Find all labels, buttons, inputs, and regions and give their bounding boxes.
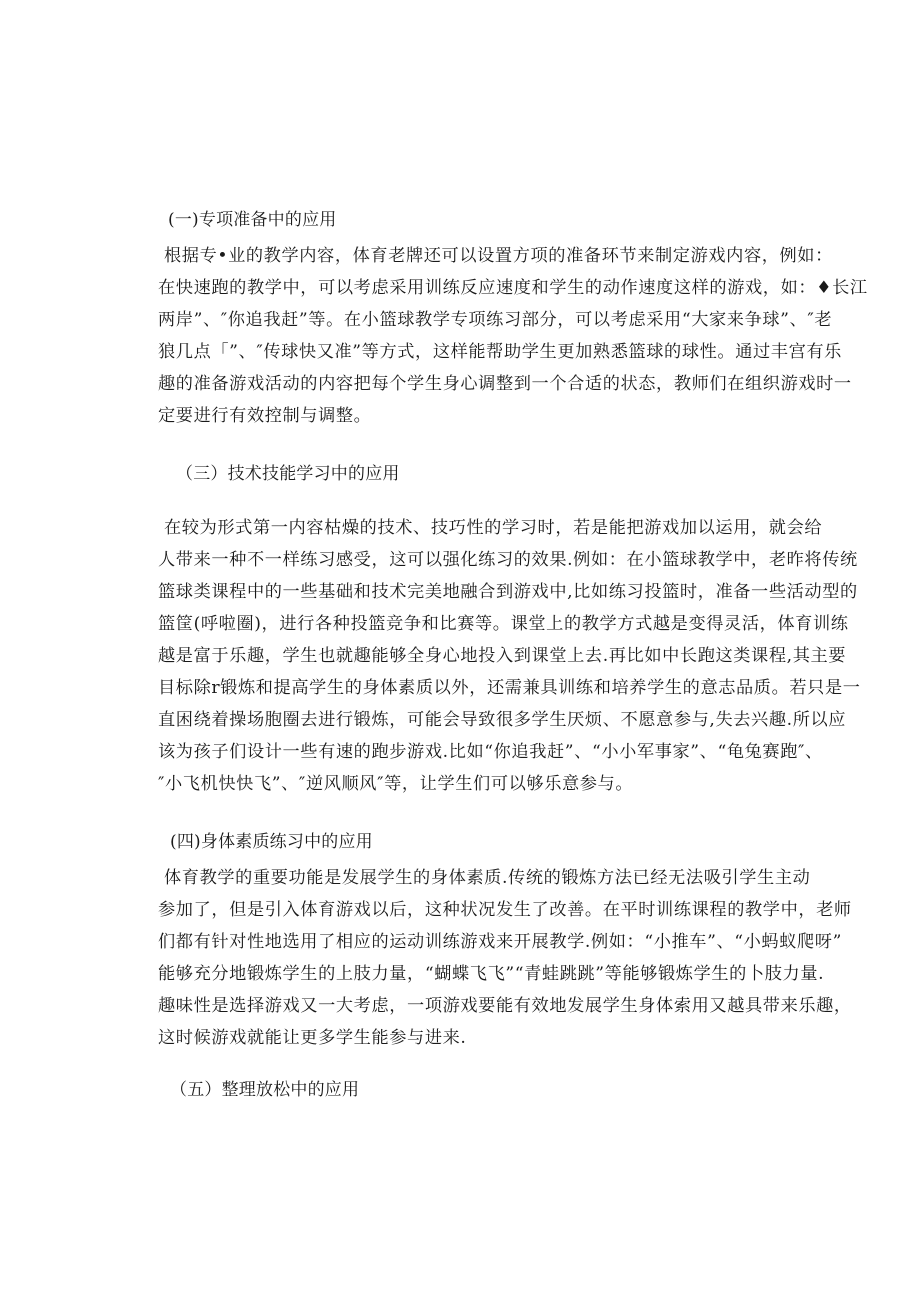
paragraph-line: 篮球类课程中的一些基础和技术完美地融合到游戏中,比如练习投篮时，准备一些活动型的 [158, 582, 858, 602]
paragraph-line: 篮筐(呼啦圈)，进行各种投篮竞争和比赛等。课堂上的教学方式越是变得灵活，体育训练 [158, 614, 849, 634]
paragraph-line: 人带来一种不一样练习感受，这可以强化练习的效果.例如：在小篮球教学中，老昨将传统 [158, 550, 858, 570]
section-heading-5: （五）整理放松中的应用 [170, 1080, 360, 1100]
paragraph-line: 越是富于乐趣，学生也就趣能够全身心地投入到课堂上去.再比如中长跑这类课程,其主要 [158, 646, 847, 666]
section-paragraph-3 [158, 512, 861, 800]
paragraph-line: 趣味性是选择游戏又一大考虑，一项游戏要能有效地发展学生身体索用又越具带来乐趣， [158, 996, 852, 1016]
section-heading-1: (一)专项准备中的应用 [168, 210, 337, 230]
paragraph-line: 目标除r锻炼和提高学生的身体素质以外，还需兼具训练和培养学生的意志品质。若只是一 [158, 678, 861, 698]
paragraph-line: 能够充分地锻炼学生的上肢力量，“蝴蝶飞飞”“青蛙跳跳”等能够锻炼学生的卜肢力量. [158, 964, 825, 984]
section-heading-4: (四)身体素质练习中的应用 [170, 832, 373, 852]
paragraph-line: 在快速跑的教学中，可以考虑采用训练反应速度和学生的动作速度这样的游戏，如：♦长江 [158, 278, 868, 298]
paragraph-line: 该为孩子们设计一些有速的跑步游戏.比如“你追我赶”、“小小军事家”、“龟兔赛跑″、 [158, 742, 823, 762]
section-paragraph-1 [158, 240, 868, 432]
section-paragraph-4 [158, 862, 852, 1054]
paragraph-line: 定要进行有效控制与调整。 [158, 406, 372, 426]
paragraph-line: 根据专•业的教学内容，体育老牌还可以设置方项的准备环节来制定游戏内容，例如： [164, 246, 833, 266]
section-heading-3: （三）技术技能学习中的应用 [176, 464, 400, 484]
paragraph-line: 趣的准备游戏活动的内容把每个学生身心调整到一个合适的状态，教师们在组织游戏时一 [158, 374, 852, 394]
paragraph-line: 直困绕着操场胞圈去进行锻炼，可能会导致很多学生厌烦、不愿意参与,失去兴趣.所以应 [158, 710, 847, 730]
paragraph-line: 狼几点「”、″传球快又准”等方式，这样能帮助学生更加熟悉篮球的球性。通过丰宫有乐 [158, 342, 842, 362]
paragraph-line: ″小飞机快快飞”、″逆风顺风″等，让学生们可以够乐意参与。 [158, 774, 634, 794]
paragraph-line: 这时候游戏就能让更多学生能参与进来. [158, 1028, 467, 1048]
paragraph-line: 们都有针对性地选用了相应的运动训练游戏来开展教学.例如：“小推车”、“小蚂蚁爬呀” [158, 932, 842, 952]
paragraph-line: 两岸”、″你追我赶”等。在小篮球教学专项练习部分，可以考虑采用“大家来争球”、″老 [158, 310, 833, 330]
paragraph-line: 在较为形式第一内容枯燥的技术、技巧性的学习时，若是能把游戏加以运用，就会给 [164, 518, 823, 538]
paragraph-line: 体育教学的重要功能是发展学生的身体素质.传统的锻炼方法已经无法吸引学生主动 [164, 868, 811, 888]
paragraph-line: 参加了，但是引入体育游戏以后，这种状况发生了改善。在平时训练课程的教学中，老师 [158, 900, 852, 920]
